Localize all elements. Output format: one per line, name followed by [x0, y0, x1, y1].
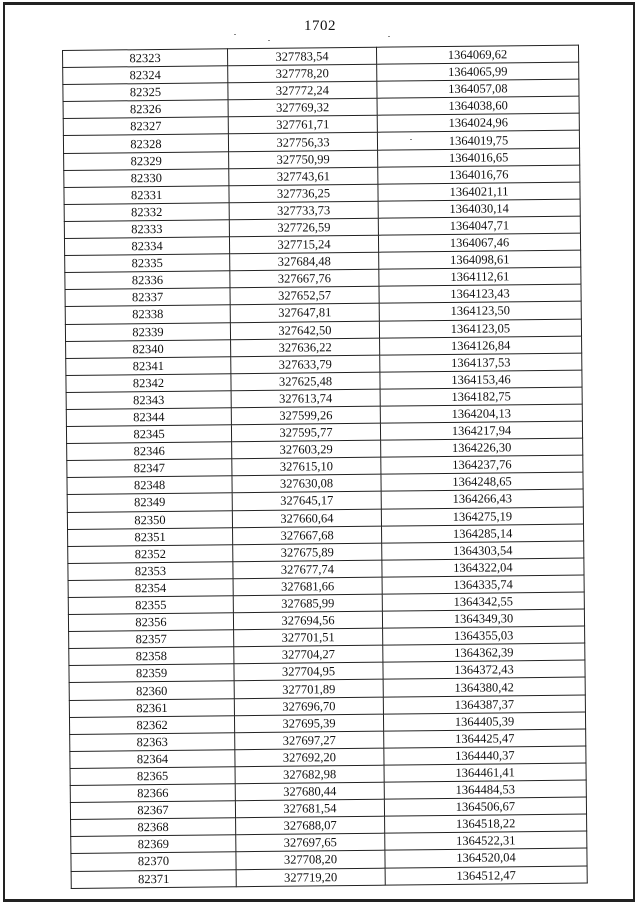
x-coordinate-cell: 327769,32 [228, 98, 377, 117]
point-number-cell: 82365 [70, 767, 235, 786]
point-number-cell: 82361 [69, 698, 234, 717]
y-coordinate-cell: 1364380,42 [383, 678, 585, 697]
x-coordinate-cell: 327675,89 [233, 543, 382, 562]
point-number-cell: 82326 [63, 100, 228, 119]
x-coordinate-cell: 327701,89 [234, 680, 383, 699]
y-coordinate-cell: 1364266,43 [381, 490, 583, 509]
point-number-cell: 82346 [67, 442, 232, 461]
point-number-cell: 82370 [71, 852, 236, 871]
y-coordinate-cell: 1364112,61 [379, 267, 581, 286]
y-coordinate-cell: 1364123,50 [379, 301, 581, 320]
y-coordinate-cell: 1364021,11 [378, 182, 580, 201]
x-coordinate-cell: 327772,24 [228, 81, 377, 100]
y-coordinate-cell: 1364425,47 [384, 729, 586, 748]
y-coordinate-cell: 1364024,96 [377, 113, 579, 132]
x-coordinate-cell: 327733,73 [229, 201, 378, 220]
y-coordinate-cell: 1364153,46 [380, 370, 582, 389]
point-number-cell: 82335 [65, 254, 230, 273]
coordinates-table-wrapper [62, 45, 588, 889]
x-coordinate-cell: 327688,07 [236, 816, 385, 835]
y-coordinate-cell: 1364123,05 [379, 319, 581, 338]
x-coordinate-cell: 327633,79 [231, 355, 380, 374]
point-number-cell: 82362 [69, 715, 234, 734]
y-coordinate-cell: 1364342,55 [382, 592, 584, 611]
y-coordinate-cell: 1364126,84 [380, 336, 582, 355]
point-number-cell: 82341 [66, 356, 231, 375]
x-coordinate-cell: 327761,71 [228, 116, 377, 135]
y-coordinate-cell: 1364484,53 [384, 780, 586, 799]
y-coordinate-cell: 1364520,04 [385, 848, 587, 867]
x-coordinate-cell: 327615,10 [232, 457, 381, 476]
x-coordinate-cell: 327595,77 [231, 423, 380, 442]
y-coordinate-cell: 1364057,08 [377, 79, 579, 98]
y-coordinate-cell: 1364440,37 [384, 746, 586, 765]
point-number-cell: 82358 [69, 647, 234, 666]
point-number-cell: 82350 [67, 510, 232, 529]
x-coordinate-cell: 327783,54 [227, 47, 376, 66]
y-coordinate-cell: 1364016,76 [378, 165, 580, 184]
x-coordinate-cell: 327660,64 [232, 509, 381, 528]
x-coordinate-cell: 327681,54 [235, 799, 384, 818]
x-coordinate-cell: 327603,29 [232, 440, 381, 459]
x-coordinate-cell: 327704,95 [234, 663, 383, 682]
y-coordinate-cell: 1364303,54 [382, 541, 584, 560]
x-coordinate-cell: 327704,27 [234, 645, 383, 664]
y-coordinate-cell: 1364226,30 [381, 438, 583, 457]
point-number-cell: 82355 [68, 596, 233, 615]
point-number-cell: 82369 [71, 835, 236, 854]
point-number-cell: 82342 [66, 374, 231, 393]
point-number-cell: 82343 [66, 391, 231, 410]
point-number-cell: 82330 [64, 168, 229, 187]
x-coordinate-cell: 327778,20 [228, 64, 377, 83]
coordinates-table [62, 45, 588, 889]
point-number-cell: 82357 [69, 630, 234, 649]
point-number-cell: 82336 [65, 271, 230, 290]
y-coordinate-cell: 1364387,37 [383, 695, 585, 714]
point-number-cell: 82368 [71, 818, 236, 837]
point-number-cell: 82360 [69, 681, 234, 700]
y-coordinate-cell: 1364069,62 [376, 45, 578, 64]
x-coordinate-cell: 327736,25 [229, 184, 378, 203]
point-number-cell: 82328 [63, 134, 228, 153]
x-coordinate-cell: 327708,20 [236, 851, 385, 870]
y-coordinate-cell: 1364237,76 [381, 455, 583, 474]
point-number-cell: 82366 [70, 784, 235, 803]
point-number-cell: 82338 [65, 305, 230, 324]
point-number-cell: 82337 [65, 288, 230, 307]
point-number-cell: 82363 [70, 732, 235, 751]
y-coordinate-cell: 1364098,61 [379, 250, 581, 269]
point-number-cell: 82347 [67, 459, 232, 478]
point-number-cell: 82345 [66, 425, 231, 444]
y-coordinate-cell: 1364275,19 [381, 507, 583, 526]
point-number-cell: 82329 [64, 151, 229, 170]
y-coordinate-cell: 1364038,60 [377, 96, 579, 115]
y-coordinate-cell: 1364065,99 [377, 62, 579, 81]
x-coordinate-cell: 327756,33 [228, 133, 377, 152]
y-coordinate-cell: 1364217,94 [380, 421, 582, 440]
x-coordinate-cell: 327667,76 [230, 269, 379, 288]
point-number-cell: 82325 [63, 83, 228, 102]
y-coordinate-cell: 1364355,03 [383, 626, 585, 645]
point-number-cell: 82353 [68, 562, 233, 581]
y-coordinate-cell: 1364322,04 [382, 558, 584, 577]
x-coordinate-cell: 327667,68 [233, 526, 382, 545]
x-coordinate-cell: 327697,65 [236, 833, 385, 852]
x-coordinate-cell: 327692,20 [235, 748, 384, 767]
x-coordinate-cell: 327677,74 [233, 560, 382, 579]
x-coordinate-cell: 327682,98 [235, 765, 384, 784]
point-number-cell: 82352 [68, 544, 233, 563]
point-number-cell: 82356 [68, 613, 233, 632]
point-number-cell: 82367 [70, 801, 235, 820]
point-number-cell: 82359 [69, 664, 234, 683]
x-coordinate-cell: 327726,59 [229, 218, 378, 237]
y-coordinate-cell: 1364362,39 [383, 643, 585, 662]
x-coordinate-cell: 327701,51 [234, 628, 383, 647]
x-coordinate-cell: 327715,24 [229, 235, 378, 254]
point-number-cell: 82339 [65, 322, 230, 341]
y-coordinate-cell: 1364137,53 [380, 353, 582, 372]
point-number-cell: 82351 [68, 527, 233, 546]
y-coordinate-cell: 1364030,14 [378, 199, 580, 218]
y-coordinate-cell: 1364522,31 [385, 831, 587, 850]
point-number-cell: 82348 [67, 476, 232, 495]
x-coordinate-cell: 327750,99 [229, 150, 378, 169]
y-coordinate-cell: 1364182,75 [380, 387, 582, 406]
x-coordinate-cell: 327696,70 [234, 697, 383, 716]
y-coordinate-cell: 1364123,43 [379, 284, 581, 303]
x-coordinate-cell: 327636,22 [231, 338, 380, 357]
x-coordinate-cell: 327719,20 [236, 868, 385, 887]
y-coordinate-cell: 1364512,47 [385, 866, 587, 885]
x-coordinate-cell: 327652,57 [230, 287, 379, 306]
y-coordinate-cell: 1364372,43 [383, 660, 585, 679]
point-number-cell: 82354 [68, 579, 233, 598]
x-coordinate-cell: 327680,44 [235, 782, 384, 801]
x-coordinate-cell: 327681,66 [233, 577, 382, 596]
y-coordinate-cell: 1364067,46 [378, 233, 580, 252]
point-number-cell: 82340 [66, 339, 231, 358]
x-coordinate-cell: 327647,81 [230, 304, 379, 323]
x-coordinate-cell: 327642,50 [230, 321, 379, 340]
point-number-cell: 82323 [63, 49, 228, 68]
point-number-cell: 82371 [71, 869, 236, 888]
point-number-cell: 82334 [64, 237, 229, 256]
y-coordinate-cell: 1364405,39 [383, 712, 585, 731]
x-coordinate-cell: 327694,56 [233, 611, 382, 630]
x-coordinate-cell: 327599,26 [231, 406, 380, 425]
y-coordinate-cell: 1364461,41 [384, 763, 586, 782]
x-coordinate-cell: 327613,74 [231, 389, 380, 408]
x-coordinate-cell: 327645,17 [232, 492, 381, 511]
x-coordinate-cell: 327743,61 [229, 167, 378, 186]
point-number-cell: 82344 [66, 408, 231, 427]
point-number-cell: 82349 [67, 493, 232, 512]
point-number-cell: 82332 [64, 203, 229, 222]
coordinates-table-body [63, 45, 588, 888]
y-coordinate-cell: 1364016,65 [378, 148, 580, 167]
y-coordinate-cell: 1364204,13 [380, 404, 582, 423]
y-coordinate-cell: 1364047,71 [378, 216, 580, 235]
page-number: 1702 [304, 18, 336, 34]
x-coordinate-cell: 327630,08 [232, 475, 381, 494]
point-number-cell: 82331 [64, 186, 229, 205]
x-coordinate-cell: 327685,99 [233, 594, 382, 613]
y-coordinate-cell: 1364019,75 [377, 131, 579, 150]
point-number-cell: 82327 [63, 117, 228, 136]
y-coordinate-cell: 1364506,67 [384, 797, 586, 816]
point-number-cell: 82333 [64, 220, 229, 239]
x-coordinate-cell: 327695,39 [234, 714, 383, 733]
y-coordinate-cell: 1364335,74 [382, 575, 584, 594]
y-coordinate-cell: 1364518,22 [385, 814, 587, 833]
point-number-cell: 82324 [63, 66, 228, 85]
x-coordinate-cell: 327625,48 [231, 372, 380, 391]
y-coordinate-cell: 1364285,14 [382, 524, 584, 543]
y-coordinate-cell: 1364248,65 [381, 472, 583, 491]
x-coordinate-cell: 327684,48 [230, 252, 379, 271]
point-number-cell: 82364 [70, 750, 235, 769]
y-coordinate-cell: 1364349,30 [382, 609, 584, 628]
x-coordinate-cell: 327697,27 [235, 731, 384, 750]
